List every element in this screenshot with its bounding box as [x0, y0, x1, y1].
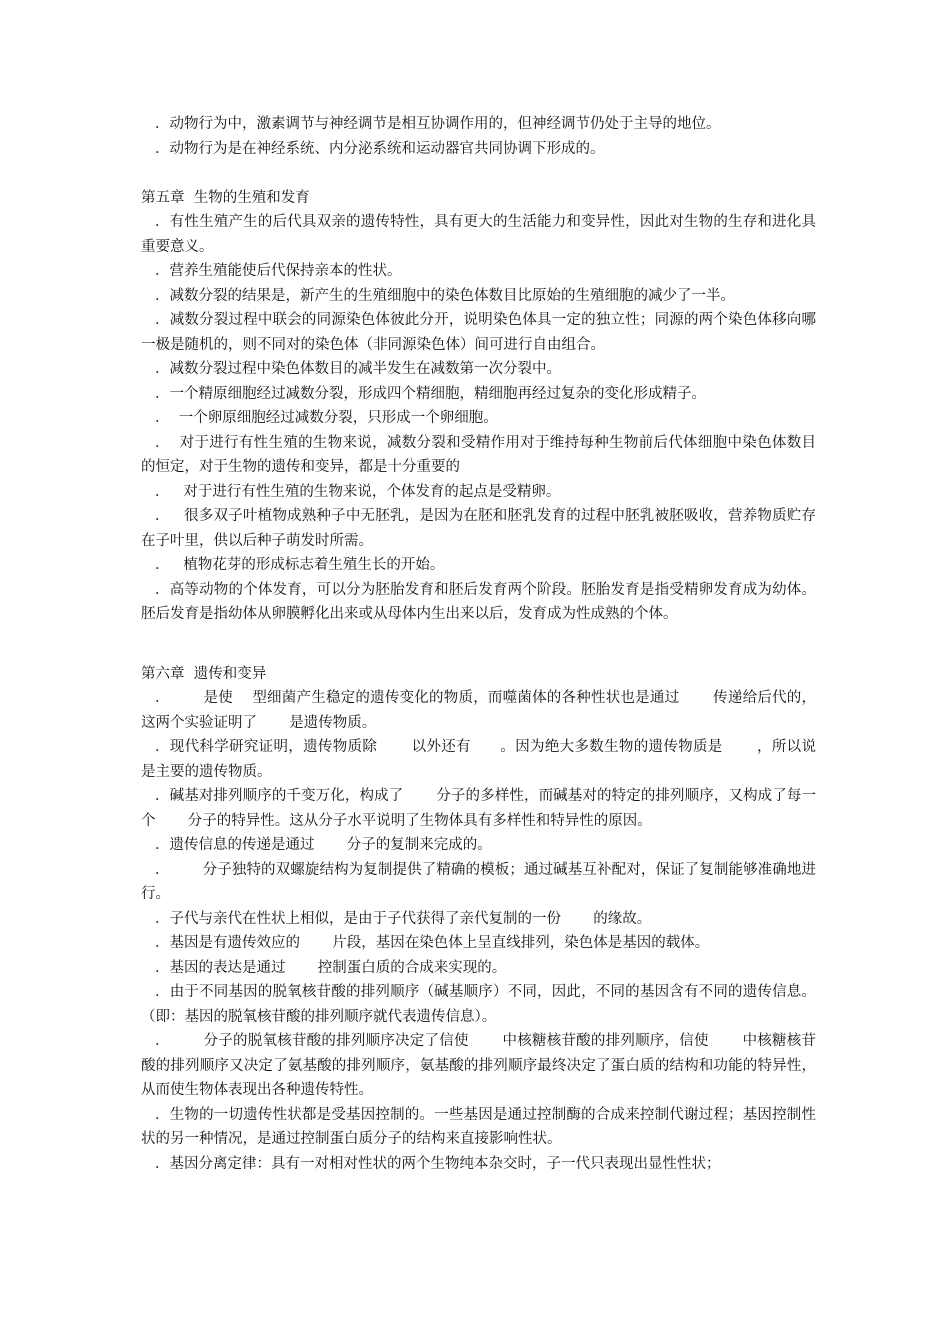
chapter-5-item: ． 一个卵原细胞经过减数分裂，只形成一个卵细胞。	[155, 410, 498, 426]
chapter-5-item: ．有性生殖产生的后代具双亲的遗传特性，具有更大的生活能力和变异性，因此对生物的生存和进化具重要意义。	[141, 214, 816, 255]
chapter-6-item: ．现代科学研究证明，遗传物质除 以外还有 。因为绝大多数生物的遗传物质是 ，所以说 是主要的遗传物质。	[141, 739, 849, 780]
chapter-5-item: ．减数分裂过程中联会的同源染色体彼此分开，说明染色体具一定的独立性；同源的两个染色体移向哪一极是随机的，则不同对的染色体（非同源染色体）间可进行自由组合。	[141, 312, 816, 353]
chapter-6-item: ．基因的表达是通过 控制蛋白质的合成来实现的。	[155, 959, 507, 976]
chapter-5-item: ． 植物花芽的形成标志着生殖生长的开始。	[155, 557, 445, 573]
document-page	[141, 112, 849, 1176]
chapter-5-item: ．一个精原细胞经过减数分裂，形成四个精细胞，精细胞再经过复杂的变化形成精子。	[155, 385, 706, 402]
chapter-6-item: ． 分子的脱氧核苷酸的排列顺序决定了信使 中核糖核苷酸的排列顺序，信使 中核糖核苷酸的排列顺序又决定了氨基酸的排列顺序，氨基酸的排列顺序最终决定了蛋白质的结构和功能的特异性，从而使生物体表现出各种遗传特性。	[141, 1033, 816, 1098]
chapter-6-item: ．基因分离定律：具有一对相对性状的两个生物纯本杂交时，子一代只表现出显性性状；	[155, 1155, 721, 1172]
chapter-6-item: ．基因是有遗传效应的 片段，基因在染色体上呈直线排列，染色体是基因的载体。	[155, 935, 710, 951]
chapter-5-item: ．减数分裂过程中染色体数目的减半发生在减数第一次分裂中。	[155, 361, 561, 377]
spacer	[141, 161, 816, 186]
chapter-6-item: ．遗传信息的传递是通过 分子的复制来完成的。	[155, 837, 492, 853]
chapter-6-item: ．生物的一切遗传性状都是受基因控制的。一些基因是通过控制酶的合成来控制代谢过程；基因控制性状的另一种情况，是通过控制蛋白质分子的结构来直接影响性状。	[141, 1106, 816, 1147]
chapter-5-item: ． 对于进行有性生殖的生物来说，减数分裂和受精作用对于维持每种生物前后代体细胞中染色体数目的恒定，对于生物的遗传和变异，都是十分重要的	[141, 434, 816, 475]
paragraph-animal-behavior: ．动物行为是在神经系统、内分泌系统和运动器官共同协调下形成的。	[155, 140, 605, 157]
chapter-6-item: ．由于不同基因的脱氧核苷酸的排列顺序（碱基顺序）不同，因此，不同的基因含有不同的遗传信息。（即：基因的脱氧核苷酸的排列顺序就代表遗传信息）。	[141, 984, 816, 1025]
spacer	[141, 627, 816, 662]
chapter-6-item: ． 分子独特的双螺旋结构为复制提供了精确的模板；通过碱基互补配对，保证了复制能够准确地进行。	[141, 861, 816, 902]
chapter-6-title: 第六章 遗传和变异	[141, 665, 267, 682]
chapter-5-title: 第五章 生物的生殖和发育	[141, 189, 310, 206]
chapter-6-item: ．碱基对排列顺序的千变万化，构成了 分子的多样性，而碱基对的特定的排列顺序，又构成了每一个 分子的特异性。这从分子水平说明了生物体具有多样性和特异性的原因。	[141, 788, 816, 829]
paragraph-hormone-regulation: ．动物行为中，激素调节与神经调节是相互协调作用的，但神经调节仍处于主导的地位。	[155, 116, 721, 132]
chapter-5-item: ．减数分裂的结果是，新产生的生殖细胞中的染色体数目比原始的生殖细胞的减少了一半。	[155, 287, 735, 304]
chapter-6-item: ．子代与亲代在性状上相似，是由于子代获得了亲代复制的一份 的缘故。	[155, 910, 652, 927]
chapter-5-item: ． 很多双子叶植物成熟种子中无胚乳，是因为在胚和胚乳发育的过程中胚乳被胚吸收，营养物质贮存在子叶里，供以后种子萌发时所需。	[141, 508, 816, 549]
chapter-5-item: ．营养生殖能使后代保持亲本的性状。	[155, 263, 402, 279]
chapter-6-item: ． 是使 型细菌产生稳定的遗传变化的物质，而噬菌体的各种性状也是通过 传递给后代的，这两个实验证明了 是遗传物质。	[141, 690, 816, 731]
chapter-5-item: ． 对于进行有性生殖的生物来说，个体发育的起点是受精卵。	[155, 483, 561, 500]
chapter-5-item: ．高等动物的个体发育，可以分为胚胎发育和胚后发育两个阶段。胚胎发育是指受精卵发育成为幼体。胚后发育是指幼体从卵膜孵化出来或从母体内生出来以后，发育成为性成熟的个体。	[141, 581, 816, 622]
